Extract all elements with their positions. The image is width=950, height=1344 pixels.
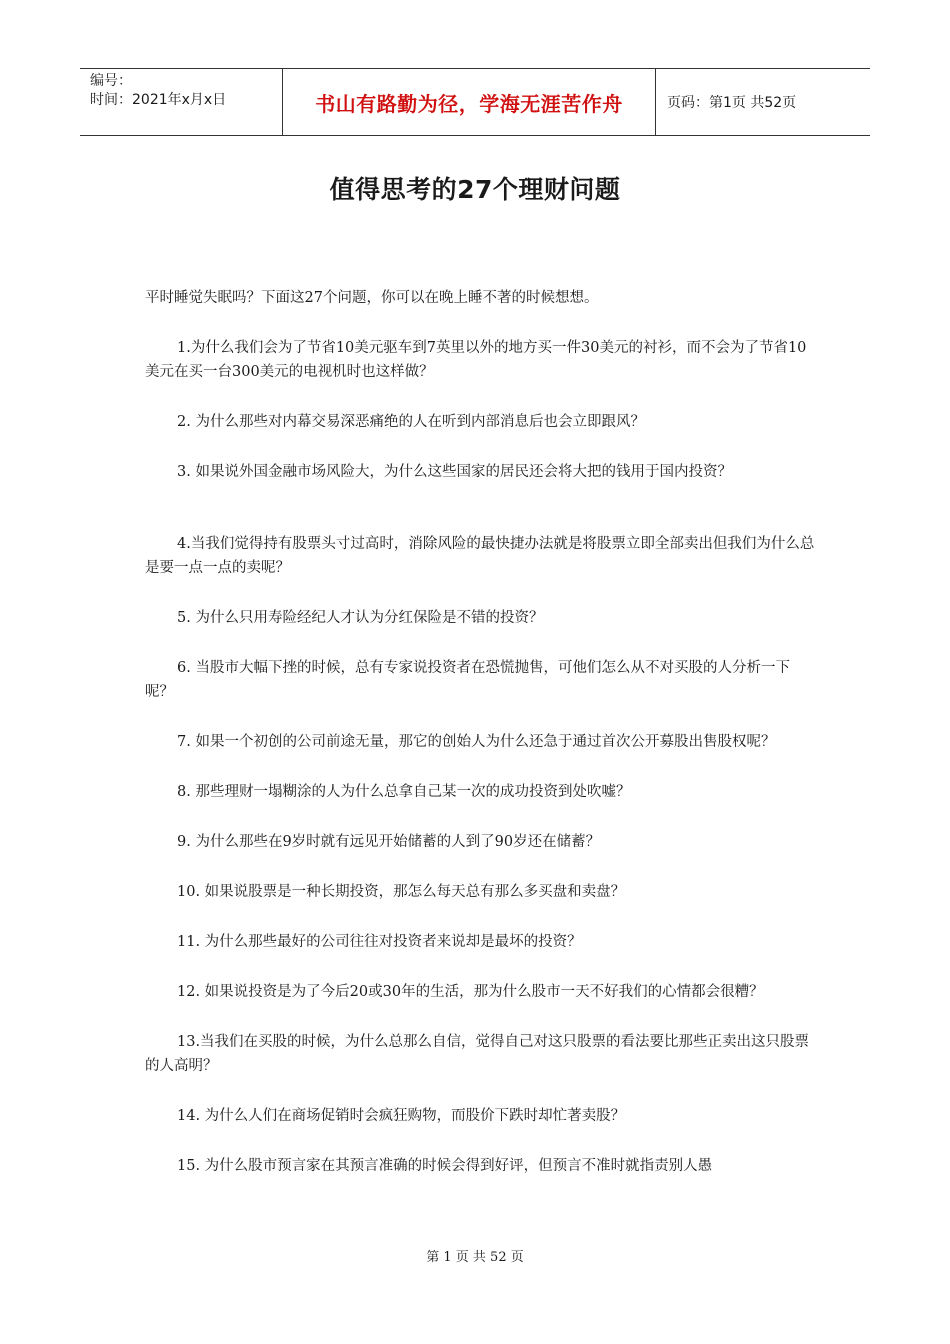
question-6: 6. 当股市大幅下挫的时候，总有专家说投资者在恐慌抛售，可他们怎么从不对买股的人分析一下呢？ (145, 660, 790, 700)
question-4: 4.当我们觉得持有股票头寸过高时，消除风险的最快捷办法就是将股票立即全部卖出但我们为什么总是要一点一点的卖呢？ (145, 536, 815, 576)
question-3: 3. 如果说外国金融市场风险大，为什么这些国家的居民还会将大把的钱用于国内投资？ (177, 464, 732, 480)
time-label: 时间：2021年x月x日 (90, 92, 227, 108)
question-15: 15. 为什么股市预言家在其预言准确的时候会得到好评，但预言不准时就指责别人愚 (177, 1158, 713, 1174)
question-14: 14. 为什么人们在商场促销时会疯狂购物，而股价下跌时却忙著卖股？ (177, 1108, 626, 1124)
question-5: 5. 为什么只用寿险经纪人才认为分红保险是不错的投资？ (177, 610, 544, 626)
page-footer: 第 1 页 共 52 页 (426, 1250, 524, 1265)
question-2: 2. 为什么那些对内幕交易深恶痛绝的人在听到内部消息后也会立即跟风？ (177, 414, 645, 430)
document-title: 值得思考的27个理财问题 (329, 175, 621, 204)
header-motto: 书山有路勤为径，学海无涯苦作舟 (282, 69, 656, 135)
header-page-info: 页码：第1页 共52页 (667, 95, 797, 111)
question-9: 9. 为什么那些在9岁时就有远见开始储蓄的人到了90岁还在储蓄？ (177, 834, 601, 850)
number-label: 编号： (90, 73, 132, 89)
question-10: 10. 如果说股票是一种长期投资，那怎么每天总有那么多买盘和卖盘？ (177, 884, 626, 900)
intro-paragraph: 平时睡觉失眠吗？下面这27个问题，你可以在晚上睡不著的时候想想。 (145, 290, 599, 306)
document-header (80, 68, 870, 136)
question-12: 12. 如果说投资是为了今后20或30年的生活，那为什么股市一天不好我们的心情都会很糟？ (177, 984, 764, 1000)
question-7: 7. 如果一个初创的公司前途无量，那它的创始人为什么还急于通过首次公开募股出售股权呢？ (177, 734, 776, 750)
question-8: 8. 那些理财一塌糊涂的人为什么总拿自己某一次的成功投资到处吹嘘？ (177, 784, 631, 800)
question-13: 13.当我们在买股的时候，为什么总那么自信，觉得自己对这只股票的看法要比那些正卖出这只股票的人高明？ (145, 1034, 810, 1074)
document-body (145, 286, 817, 1204)
header-meta (80, 69, 282, 135)
question-1: 1.为什么我们会为了节省10美元驱车到7英里以外的地方买一件30美元的衬衫，而不会为了节省10美元在买一台300美元的电视机时也这样做？ (145, 340, 807, 380)
question-11: 11. 为什么那些最好的公司往往对投资者来说却是最坏的投资？ (177, 934, 582, 950)
